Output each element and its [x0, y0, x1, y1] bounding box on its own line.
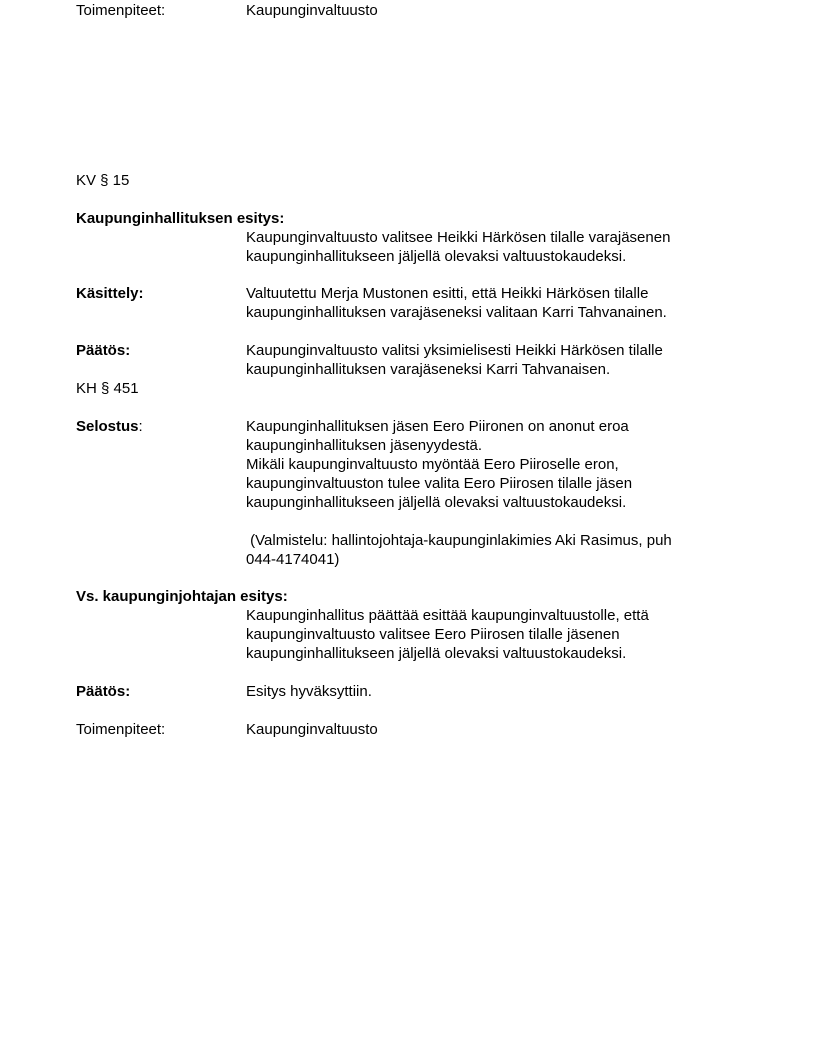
- kh-decision-value: Esitys hyväksyttiin.: [246, 683, 372, 700]
- kh-proposal-line-2: kaupunginvaltuusto valitsee Eero Piirosen tilalle jäsenen: [246, 626, 620, 643]
- kh-proposal-line-3: kaupunginhallitukseen jäljellä olevaksi valtuustokaudeksi.: [246, 645, 627, 662]
- kv-reference: KV § 15: [76, 172, 130, 189]
- kh-explanation-line-4: kaupunginvaltuuston tulee valita Eero Piirosen tilalle jäsen: [246, 475, 633, 492]
- kh-explanation-line-1: Kaupunginhallituksen jäsen Eero Piironen on anonut eroa: [246, 418, 629, 435]
- kh-preparation-line-2: 044-4174041): [246, 551, 340, 568]
- top-actions-label: Toimenpiteet:: [76, 2, 166, 19]
- kh-preparation-line-1: (Valmistelu: hallintojohtaja-kaupunginlakimies Aki Rasimus, puh: [246, 532, 672, 549]
- kv-proposal-heading: Kaupunginhallituksen esitys:: [76, 210, 285, 227]
- kh-explanation-label-colon: :: [138, 418, 143, 435]
- kh-decision-label: Päätös:: [76, 683, 131, 700]
- kh-reference: KH § 451: [76, 380, 139, 397]
- kh-explanation-line-2: kaupunginhallituksen jäsenyydestä.: [246, 437, 482, 454]
- kh-proposal-line-1: Kaupunginhallitus päättää esittää kaupunginvaltuustolle, että: [246, 607, 649, 624]
- kh-explanation-line-3: Mikäli kaupunginvaltuusto myöntää Eero Piiroselle eron,: [246, 456, 619, 473]
- kv-handling-label: Käsittely:: [76, 285, 144, 302]
- kh-proposal-heading: Vs. kaupunginjohtajan esitys:: [76, 588, 288, 605]
- kh-explanation-line-5: kaupunginhallitukseen jäljellä olevaksi valtuustokaudeksi.: [246, 494, 627, 511]
- kv-proposal-line-2: kaupunginhallitukseen jäljellä olevaksi valtuustokaudeksi.: [246, 248, 627, 265]
- kv-handling-line-2: kaupunginhallituksen varajäseneksi valitaan Karri Tahvanainen.: [246, 304, 667, 321]
- kv-handling-line-1: Valtuutettu Merja Mustonen esitti, että Heikki Härkösen tilalle: [246, 285, 649, 302]
- kh-actions-value: Kaupunginvaltuusto: [246, 721, 378, 738]
- kv-proposal-line-1: Kaupunginvaltuusto valitsee Heikki Härkösen tilalle varajäsenen: [246, 229, 671, 246]
- kh-explanation-label-bold: Selostus: [76, 418, 139, 435]
- kv-decision-label: Päätös:: [76, 342, 131, 359]
- kh-actions-label: Toimenpiteet:: [76, 721, 166, 738]
- kv-decision-line-1: Kaupunginvaltuusto valitsi yksimielisesti Heikki Härkösen tilalle: [246, 342, 663, 359]
- top-actions-value: Kaupunginvaltuusto: [246, 2, 378, 19]
- kv-decision-line-2: kaupunginhallituksen varajäseneksi Karri Tahvanaisen.: [246, 361, 611, 378]
- kh-explanation-label: [76, 417, 143, 436]
